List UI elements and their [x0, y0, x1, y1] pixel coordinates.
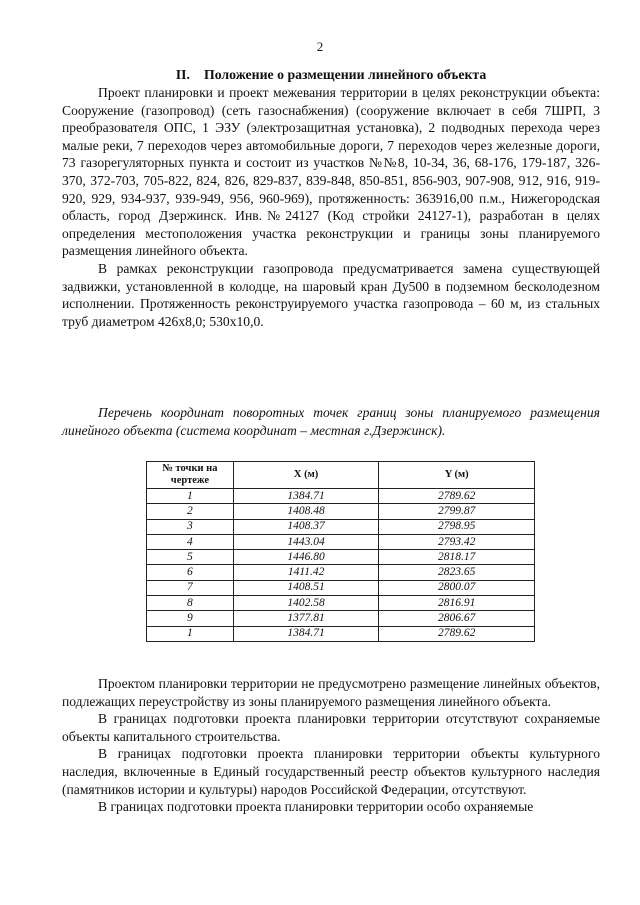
table-row: [147, 550, 535, 565]
table-row: [147, 596, 535, 611]
point-number: 1: [147, 489, 234, 504]
paragraph-no-relocation: Проектом планировки территории не предусмотрено размещение линейных объектов, подлежащих переустройству из зоны планируемого размещения линейного объекта.: [62, 676, 600, 709]
x-value: 1408.37: [233, 519, 379, 534]
point-number: 7: [147, 580, 234, 595]
y-value: 2823.65: [379, 565, 535, 580]
paragraph-no-capital-objects: В границах подготовки проекта планировки территории отсутствуют сохраняемые объекты капитального строительства.: [62, 711, 600, 744]
table-caption: [62, 404, 600, 439]
x-value: 1402.58: [233, 596, 379, 611]
x-value: 1377.81: [233, 611, 379, 626]
x-value: 1408.48: [233, 504, 379, 519]
point-number: 5: [147, 550, 234, 565]
page-number: 2: [316, 39, 324, 54]
header-y: Y (м): [379, 462, 535, 489]
point-number: 2: [147, 504, 234, 519]
coordinates-table: [146, 461, 535, 642]
y-value: 2816.91: [379, 596, 535, 611]
point-number: 4: [147, 534, 234, 549]
point-number: 1: [147, 626, 234, 641]
point-number: 6: [147, 565, 234, 580]
table-caption-text: Перечень координат поворотных точек границ зоны планируемого размещения линейного объекта (система координат – местная г.Дзержинск).: [62, 405, 600, 438]
table-row: [147, 534, 535, 549]
y-value: 2818.17: [379, 550, 535, 565]
table-row: [147, 626, 535, 641]
point-number: 3: [147, 519, 234, 534]
section-heading: [62, 66, 600, 84]
table-row: [147, 580, 535, 595]
header-point-number: № точки на чертеже: [147, 462, 234, 489]
paragraph-reconstruction: В рамках реконструкции газопровода предусматривается замена существующей задвижки, установленной в колодце, на шаровый кран Ду500 в подземном бесколодезном исполнении. Протяженность реконструируемого участка газопровода – 60 м, из стальных труб диаметром 426х8,0; 530х10,0.: [62, 260, 600, 329]
y-value: 2789.62: [379, 489, 535, 504]
y-value: 2798.95: [379, 519, 535, 534]
x-value: 1443.04: [233, 534, 379, 549]
section-numeral: II.: [175, 67, 190, 82]
table-row: [147, 611, 535, 626]
y-value: 2806.67: [379, 611, 535, 626]
point-number: 8: [147, 596, 234, 611]
table-row: [147, 519, 535, 534]
x-value: 1411.42: [233, 565, 379, 580]
x-value: 1446.80: [233, 550, 379, 565]
y-value: 2800.07: [379, 580, 535, 595]
paragraph-protected-areas: В границах подготовки проекта планировки территории особо охраняемые: [98, 799, 534, 815]
paragraph-no-cultural-heritage: В границах подготовки проекта планировки территории объекты культурного наследия, включенные в Единый государственный реестр объектов культурного наследия (памятников истории и культуры) народов Российской Федерации, отсутствуют.: [62, 746, 600, 797]
table-row: [147, 489, 535, 504]
table-header-row: [147, 462, 535, 489]
point-number: 9: [147, 611, 234, 626]
table-row: [147, 565, 535, 580]
x-value: 1408.51: [233, 580, 379, 595]
y-value: 2789.62: [379, 626, 535, 641]
y-value: 2793.42: [379, 534, 535, 549]
section-title: Положение о размещении линейного объекта: [203, 67, 487, 82]
y-value: 2799.87: [379, 504, 535, 519]
intro-text: [62, 84, 600, 330]
x-value: 1384.71: [233, 626, 379, 641]
header-x: X (м): [233, 462, 379, 489]
paragraph-project-description: Проект планировки и проект межевания территории в целях реконструкции объекта: Сооружение (газопровод) (сеть газоснабжения) (сооружение включает в себя 7ШРП, 3 преобразователя ОПС, 1 ЭЗУ (электрозащитная установка), 2 подводных перехода через малые реки, 7 переходов через автомобильные дороги, 7 переходов через железные дороги, 73 газорегуляторных пункта и состоит из участков №№8, 10-34, 36, 68-176, 179-187, 326-370, 372-703, 705-822, 824, 826, 829-837, 839-848, 850-851, 856-903, 907-908, 912, 916, 919-920, 929, 934-937, 939-949, 956, 960-969), протяженность: 363916,00 п.м., Нижегородская область, город Дзержинск. Инв.№24127 (Код стройки 24127-1), разработан в целях определения местоположения участка реконструкции и границы зоны планируемого размещения линейного объекта.: [62, 85, 600, 259]
table-row: [147, 504, 535, 519]
x-value: 1384.71: [233, 489, 379, 504]
closing-text: [62, 675, 600, 816]
